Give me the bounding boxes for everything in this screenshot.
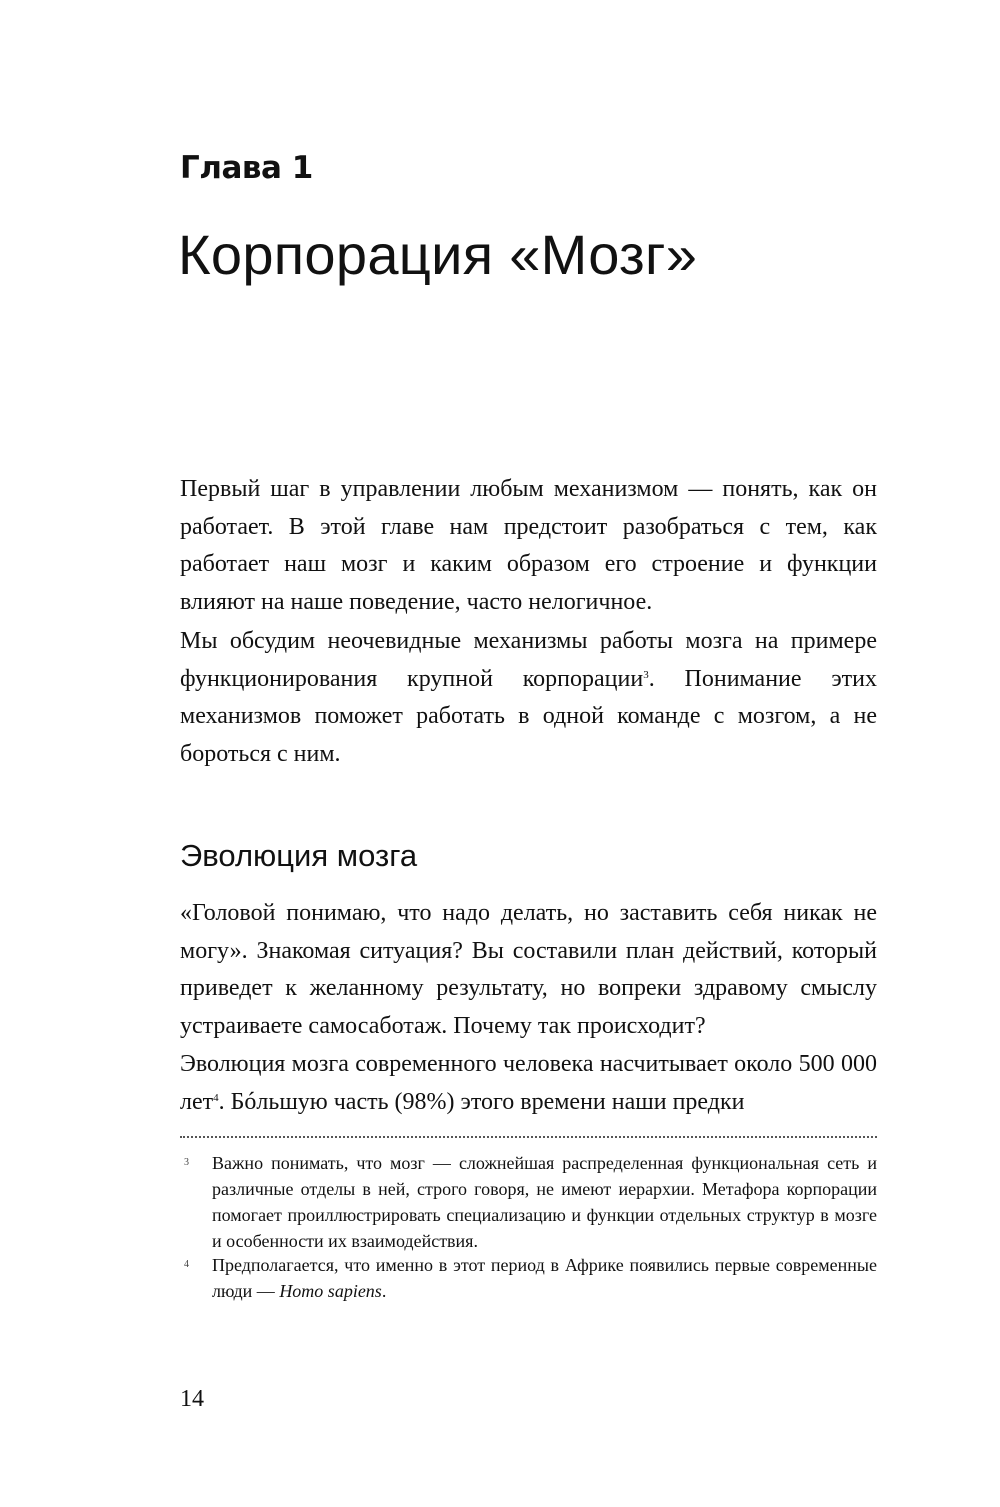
section-paragraph-2 [180,1046,877,1121]
footnote-text [212,1252,877,1304]
intro-paragraph-2-text: Мы обсудим неочевидные механизмы работы мозга на примере функционирования крупной корпорации [180,628,877,692]
footnote-separator [180,1136,877,1138]
section-paragraph-2-text-end: . Бóльшую часть (98%) этого времени наши предки [218,1088,745,1115]
footnote-italic-term: Homo sapiens [279,1281,382,1301]
page-number: 14 [180,1386,204,1412]
footnote-number: 3 [184,1157,189,1168]
footnote-4 [180,1252,877,1304]
section-paragraph-2-text: Эволюция мозга современного человека насчитывает около 500 000 лет [180,1051,877,1115]
footnote-text-end: . [381,1281,387,1301]
section-heading: Эволюция мозга [180,838,418,873]
chapter-label: Глава 1 [180,150,313,186]
footnote-ref-4: 4 [213,1091,219,1104]
footnote-number: 4 [184,1259,189,1270]
intro-paragraph-1: Первый шаг в управлении любым механизмом — понять, как он работает. В этой главе нам предстоит разобраться с тем, как работает наш мозг и каким образом его строение и функции влияют на наше поведение, часто нелогичное. [180,476,877,615]
intro-paragraph-2-text-end: . Понимание этих механизмов поможет работать в одной команде с мозгом, а не бороться с ним. [180,665,877,767]
chapter-title: Корпорация «Мозг» [178,223,698,286]
footnote-text-start: Предполагается, что именно в этот период в Африке появились первые современные люди — [212,1255,877,1301]
section-paragraph-1: «Головой понимаю, что надо делать, но заставить себя никак не могу». Знакомая ситуация? Вы составили план действий, который приведет к желанному результату, но вопреки здравому смыслу устраиваете самосаботаж. Почему так происходит? [180,900,877,1039]
footnote-text: Важно понимать, что мозг — сложнейшая распределенная функциональная сеть и различные отделы в ней, строго говоря, не имеют иерархии. Метафора корпорации помогает проиллюстрировать специализацию и функции отдельных структур в мозге и особенности их взаимодействия. [212,1153,877,1251]
footnote-3 [180,1150,877,1254]
intro-paragraph-2 [180,623,877,773]
footnote-ref-3: 3 [643,668,649,681]
